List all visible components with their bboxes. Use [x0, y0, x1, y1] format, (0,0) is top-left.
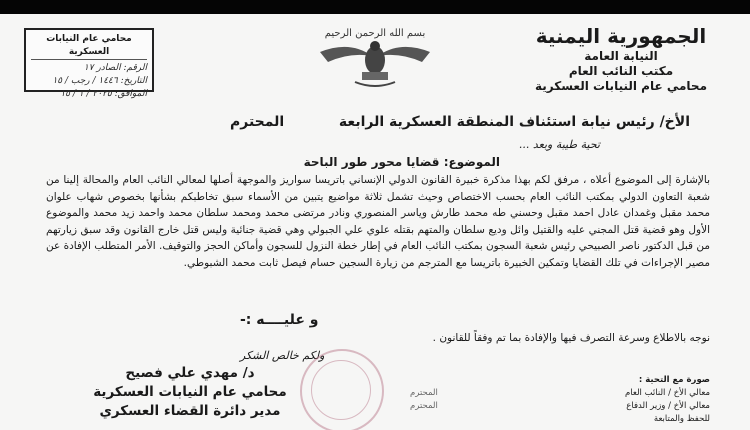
document-page [0, 14, 750, 430]
honorific: المحترم [230, 114, 285, 130]
closing-phrase: و عليــــه :- [240, 312, 319, 328]
incoming-stamp [24, 28, 154, 100]
signatory-title-2: مدير دائرة القضاء العسكري [99, 403, 281, 419]
list-item [410, 400, 710, 413]
copy-label: للحفظ والمتابعة [653, 414, 710, 424]
stamp-title: محامي عام النيابات العسكرية [31, 33, 147, 60]
copy-label: معالي الأخ / وزير الدفاع [626, 401, 710, 411]
letter-body [46, 172, 710, 272]
copies-list [410, 374, 710, 426]
copy-note: المحترم [410, 401, 438, 411]
stamp-date-hijri: التاريخ: ١٤٤٦ / رجب / ١٥ [52, 76, 147, 87]
instruction: نوجه بالاطلاع وسرعة التصرف فيها والإفادة بما تم وفقاً للقانون . [432, 332, 710, 344]
copies-heading: صورة مع التحية : [638, 375, 710, 385]
top-bar [0, 0, 750, 14]
list-item [410, 413, 710, 426]
title-name: محامي عام النيابات العسكرية [534, 79, 707, 93]
dept-name: مكتب النائب العام [568, 64, 674, 78]
country-name: الجمهورية اليمنية [535, 24, 707, 48]
subject-line: الموضوع: قضايا محور طور الباحة [303, 155, 500, 169]
signatory-name: د/ مهدي علي فصيح [125, 365, 255, 381]
body-text: بالإشارة إلى الموضوع أعلاه ، مرفق لكم بهذا مذكرة خبيرة القانون الدولي الإنساني باتريسا سواريز والموجهة أصلها لمعالي النائب العام والمحالة إلينا من شعبة التعاون الدولي بمكتب النائب العام بحسب الاختصاص وحيث تشمل ثلاثة مواضيع يتبين من الأسماء سبق تخاطبكم بشأنها بخصوص شهاب علوان محمد مقبل وغمدان عادل احمد مقبل وحسني طه محمد طارش وياسر المنصوري ونادر مرتضى محمد ومحمد سلطان محمد واحمد زيد محمد والموضوع الأول وهو قضية قتل المجني عليه والقتيل وائل وديع سلطان والمتهم بقتله علوي علي الجبولي وهي قضية جنائية وليس قتل خارج القانون وقد سبق زيارتهم من قبل الدكتور ناصر الصبيحي رئيس شعبة السجون بمكتب النائب العام في إطار خطة النزول للسجون وأماكن الحجز والتوقيف. الأمر المتطلب الإفادة عن مصير الإجراءات في تلك القضايا وتمكين الخبيرة باتريسا مع المترجم من زيارة السجين حسام فيصل ثابت محمد الشبوطي. [46, 174, 710, 269]
thanks: ولكم خالص الشكر [240, 349, 325, 362]
letterhead [526, 24, 716, 94]
list-item [410, 387, 710, 400]
recipient: الأخ/ رئيس نيابة استئناف المنطقة العسكرية الرابعة [338, 114, 690, 130]
signature-block [40, 364, 340, 421]
stamp-date: الموافق: ٢٠٢٥ / ١ / ١٥ [60, 89, 147, 100]
basmala: بسم الله الرحمن الرحيم [324, 28, 426, 39]
coat-of-arms-icon [300, 22, 450, 92]
signatory-title-1: محامي عام النيابات العسكرية [93, 384, 287, 400]
stamp-ref: الرقم: الصادر ١٧ [83, 63, 147, 74]
office-name: النيابة العامة [584, 49, 658, 63]
greeting: تحية طيبة وبعد ... [518, 138, 600, 151]
copy-label: معالي الأخ / النائب العام [624, 388, 710, 398]
copy-note: المحترم [410, 388, 438, 398]
